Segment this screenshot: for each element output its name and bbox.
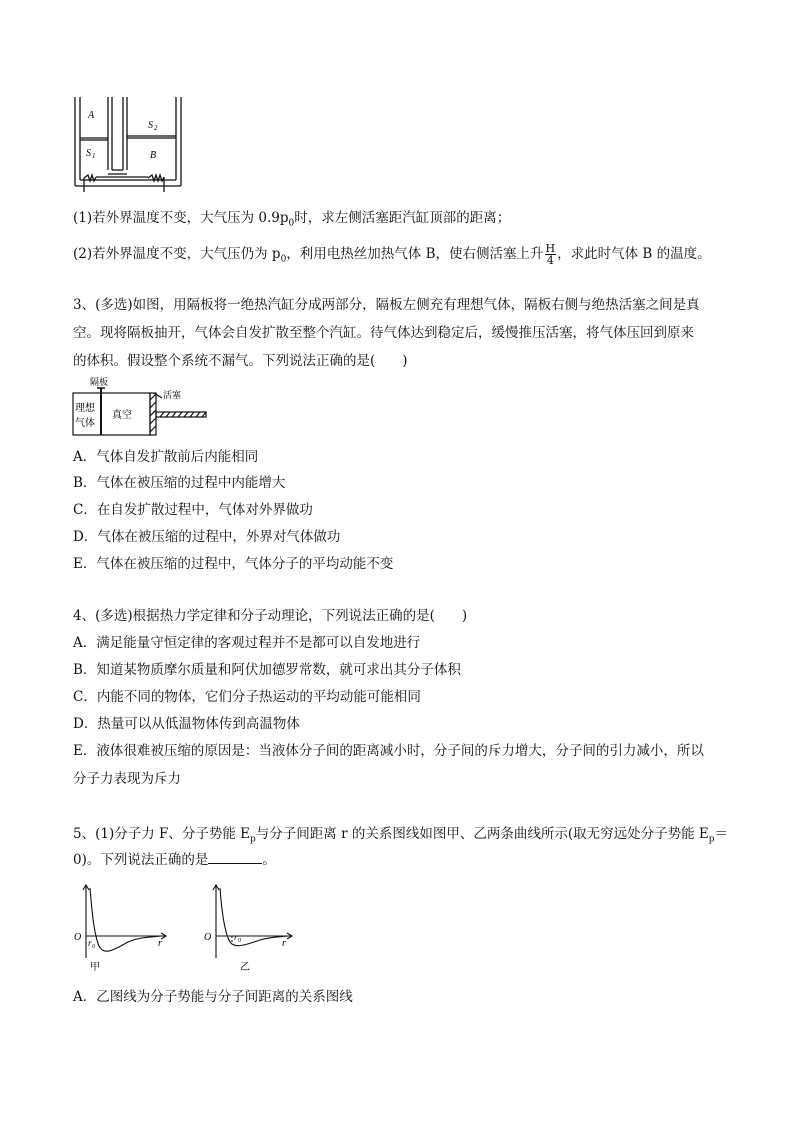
insulated-cylinder-figure bbox=[70, 376, 220, 440]
r0-sub-jia: 0 bbox=[92, 944, 95, 950]
label-gas-2: 气体 bbox=[75, 418, 95, 429]
q5-line1: 5、(1)分子力 F、分子势能 $E_p$与分子间距离 r 的关系图线如图甲、乙两条曲线所示(取无穷远处分子势能 $E_p=$ bbox=[73, 826, 729, 845]
q4-option-a: A．满足能量守恒定律的客观过程并不是都可以自发地进行 bbox=[73, 635, 421, 651]
q2-part1: (1)若外界温度不变，大气压为 $0.9p_0$时，求左侧活塞距汽缸顶部的距离； bbox=[73, 210, 511, 229]
label-s2-sub: 2 bbox=[154, 124, 158, 132]
q3-stem-line2: 空。现将隔板抽开，气体会自发扩散至整个汽缸。待气体达到稳定后，缓慢推压活塞，将气体压回到原来 bbox=[73, 325, 694, 341]
label-s2: S bbox=[148, 120, 153, 131]
label-a: A bbox=[88, 110, 95, 121]
q2-part2: (2)若外界温度不变，大气压仍为 $p_0$，利用电热丝加热气体 B，使右侧活塞上升 $\frac{H}{4}$ ，求此时气体 B 的温度。 bbox=[73, 242, 711, 267]
q3-option-b: B．气体在被压缩的过程中内能增大 bbox=[73, 475, 286, 491]
q4-option-e-cont: 分子力表现为斥力 bbox=[73, 771, 181, 787]
r0-sub-yi: 0 bbox=[238, 938, 241, 944]
q4-option-c: C．内能不同的物体，它们分子热运动的平均动能可能相同 bbox=[73, 689, 421, 705]
answer-blank bbox=[208, 851, 262, 864]
graph-yi bbox=[200, 882, 300, 974]
caption-yi: 乙 bbox=[240, 962, 250, 973]
u-cylinder-figure bbox=[70, 94, 186, 194]
label-vacuum: 真空 bbox=[112, 410, 132, 421]
label-piston: 活塞 bbox=[163, 390, 182, 400]
label-partition: 隔板 bbox=[90, 377, 109, 387]
graph-jia bbox=[70, 882, 180, 974]
q3-stem-line1: 3、(多选)如图，用隔板将一绝热汽缸分成两部分，隔板左侧充有理想气体，隔板右侧与绝热活塞之间是真 bbox=[73, 297, 700, 313]
q4-option-d: D．热量可以从低温物体传到高温物体 bbox=[73, 716, 300, 732]
q3-option-a: A．气体自发扩散前后内能相同 bbox=[73, 449, 259, 465]
q5-line2: 0)。下列说法正确的是 。 bbox=[73, 852, 276, 868]
origin-label-yi: O bbox=[204, 932, 212, 943]
label-gas-1: 理想 bbox=[75, 403, 95, 414]
q4-option-e: E．液体很难被压缩的原因是：当液体分子间的距离减小时，分子间的斥力增大，分子间的引力减小，所以 bbox=[73, 743, 704, 759]
r0-label-yi: r bbox=[234, 932, 238, 942]
q3-stem-line3: 的体积。假设整个系统不漏气。下列说法正确的是( ) bbox=[73, 353, 408, 369]
caption-jia: 甲 bbox=[90, 962, 100, 973]
r0-label-jia: r bbox=[88, 938, 92, 948]
axis-r-jia: r bbox=[158, 938, 162, 949]
axis-r-yi: r bbox=[282, 938, 286, 949]
label-s1-sub: 1 bbox=[92, 152, 96, 160]
fraction-h-over-4: $\frac{H}{4}$ bbox=[545, 242, 556, 267]
q3-option-e: E．气体在被压缩的过程中，气体分子的平均动能不变 bbox=[73, 556, 394, 572]
q4-stem: 4、(多选)根据热力学定律和分子动理论，下列说法正确的是( ) bbox=[73, 608, 468, 624]
label-b: B bbox=[150, 150, 157, 161]
q3-option-c: C．在自发扩散过程中，气体对外界做功 bbox=[73, 502, 313, 518]
label-s1: S bbox=[86, 148, 91, 159]
origin-label-jia: O bbox=[74, 932, 82, 943]
q4-option-b: B．知道某物质摩尔质量和阿伏加德罗常数，就可求出其分子体积 bbox=[73, 662, 461, 678]
q5-option-a: A．乙图线为分子势能与分子间距离的关系图线 bbox=[73, 989, 353, 1005]
q3-option-d: D．气体在被压缩的过程中，外界对气体做功 bbox=[73, 529, 341, 545]
